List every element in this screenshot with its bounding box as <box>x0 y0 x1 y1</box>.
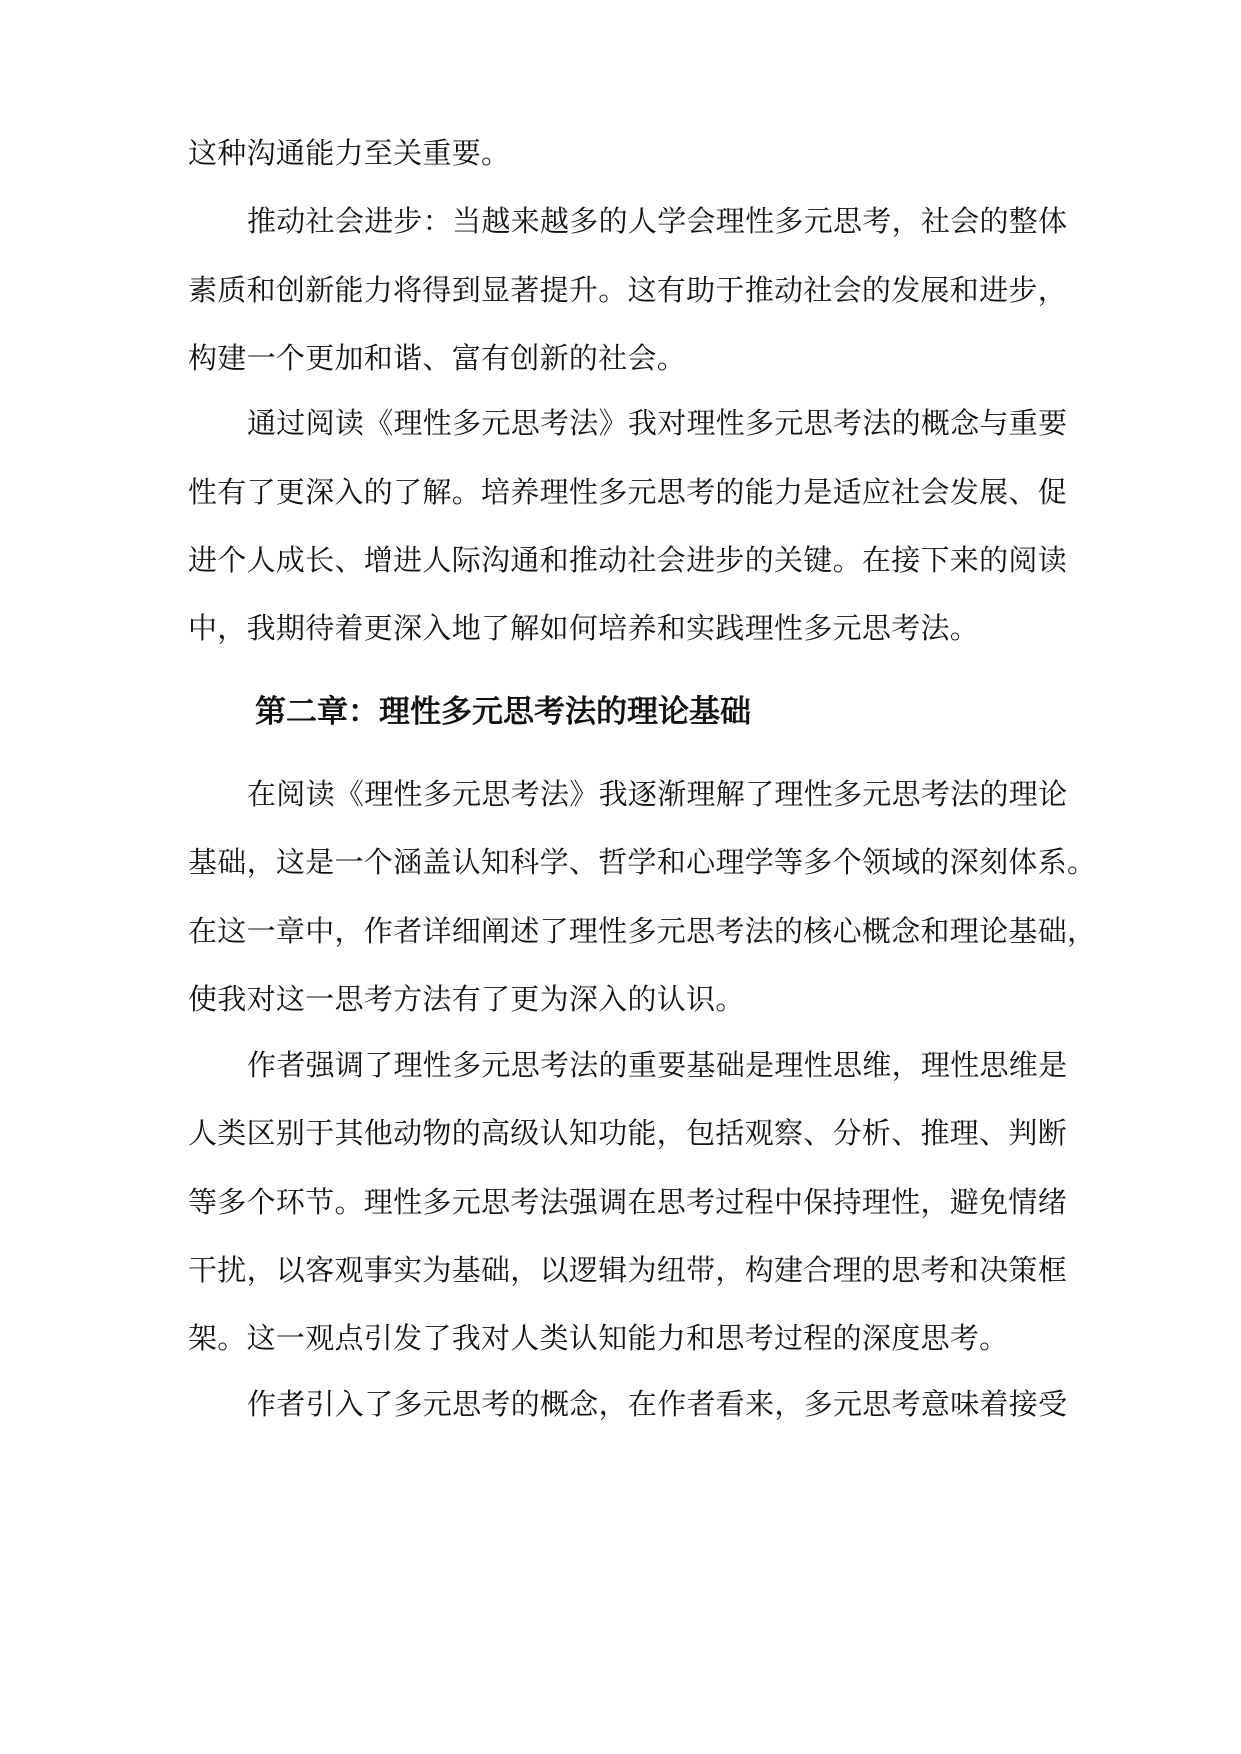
paragraph-line: 进个人成长、增进人际沟通和推动社会进步的关键。在接下来的阅读 <box>188 543 1068 577</box>
paragraph-line: 使我对这一思考方法有了更为深入的认识。 <box>188 982 745 1016</box>
paragraph-line: 人类区别于其他动物的高级认知功能，包括观察、分析、推理、判断 <box>188 1116 1068 1150</box>
paragraph-line: 素质和创新能力将得到显著提升。这有助于推动社会的发展和进步， <box>188 273 1068 307</box>
paragraph-line: 推动社会进步：当越来越多的人学会理性多元思考，社会的整体 <box>247 204 1068 238</box>
paragraph-line: 这种沟通能力至关重要。 <box>188 136 511 170</box>
paragraph-line: 干扰，以客观事实为基础，以逻辑为纽带，构建合理的思考和决策框 <box>188 1253 1068 1287</box>
paragraph-line: 通过阅读《理性多元思考法》我对理性多元思考法的概念与重要 <box>247 406 1068 440</box>
paragraph-line: 架。这一观点引发了我对人类认知能力和思考过程的深度思考。 <box>188 1321 1009 1355</box>
paragraph-line: 中，我期待着更深入地了解如何培养和实践理性多元思考法。 <box>188 611 980 645</box>
paragraph-line: 在阅读《理性多元思考法》我逐渐理解了理性多元思考法的理论 <box>247 777 1068 811</box>
paragraph-line: 构建一个更加和谐、富有创新的社会。 <box>188 341 687 375</box>
paragraph-line: 作者引入了多元思考的概念，在作者看来，多元思考意味着接受 <box>247 1387 1068 1421</box>
chapter-heading: 第二章：理性多元思考法的理论基础 <box>255 694 751 730</box>
paragraph-line: 在这一章中，作者详细阐述了理性多元思考法的核心概念和理论基础， <box>188 914 1097 948</box>
paragraph-line: 基础，这是一个涵盖认知科学、哲学和心理学等多个领域的深刻体系。 <box>188 845 1097 879</box>
paragraph-line: 性有了更深入的了解。培养理性多元思考的能力是适应社会发展、促 <box>188 475 1068 509</box>
paragraph-line: 作者强调了理性多元思考法的重要基础是理性思维，理性思维是 <box>247 1048 1068 1082</box>
paragraph-line: 等多个环节。理性多元思考法强调在思考过程中保持理性，避免情绪 <box>188 1185 1068 1219</box>
